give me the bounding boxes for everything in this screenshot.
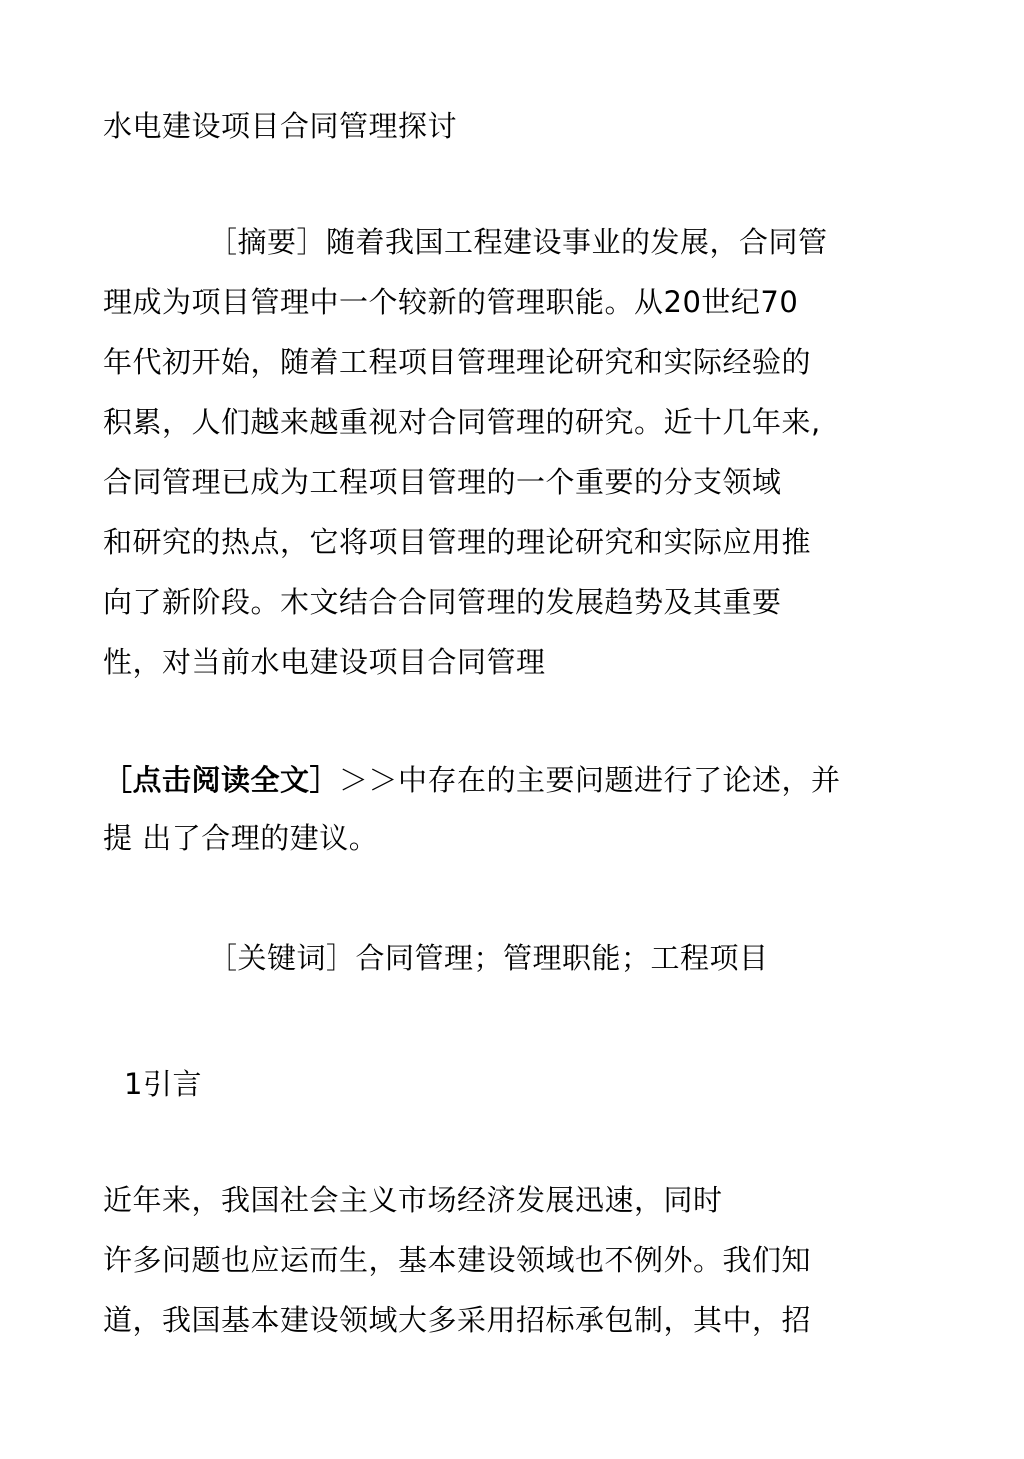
- section-heading: 1引言: [124, 1067, 202, 1101]
- continuation-line: 提 出了合理的建议。: [103, 821, 379, 855]
- read-full-text-link[interactable]: ［点击阅读全文］: [103, 763, 340, 797]
- body-line: 道，我国基本建设领域大多采用招标承包制，其中，招: [103, 1303, 812, 1337]
- abstract-line: ［摘要］随着我国工程建设事业的发展，合同管: [208, 225, 828, 259]
- abstract-line: 积累，人们越来越重视对合同管理的研究。近十几年来,: [103, 405, 821, 439]
- read-more-line: [103, 760, 841, 800]
- document-title: 水电建设项目合同管理探讨: [103, 109, 458, 143]
- abstract-line: 理成为项目管理中一个较新的管理职能。从20世纪70: [103, 285, 799, 319]
- abstract-line: 和研究的热点，它将项目管理的理论研究和实际应用推: [103, 525, 812, 559]
- abstract-line: 年代初开始，随着工程项目管理理论研究和实际经验的: [103, 345, 812, 379]
- body-line: 许多问题也应运而生，基本建设领域也不例外。我们知: [103, 1243, 812, 1277]
- abstract-line: 性，对当前水电建设项目合同管理: [103, 645, 546, 679]
- abstract-line: 向了新阶段。木文结合合同管理的发展趋势及其重要: [103, 585, 782, 619]
- keywords-line: ［关键词］合同管理；管理职能；工程项目: [208, 941, 769, 975]
- body-line: 近年来，我国社会主义市场经济发展迅速，同时: [103, 1183, 723, 1217]
- abstract-line: 合同管理已成为工程项目管理的一个重要的分支领域: [103, 465, 782, 499]
- read-more-continuation: ＞＞中存在的主要问题进行了论述，并: [339, 763, 841, 797]
